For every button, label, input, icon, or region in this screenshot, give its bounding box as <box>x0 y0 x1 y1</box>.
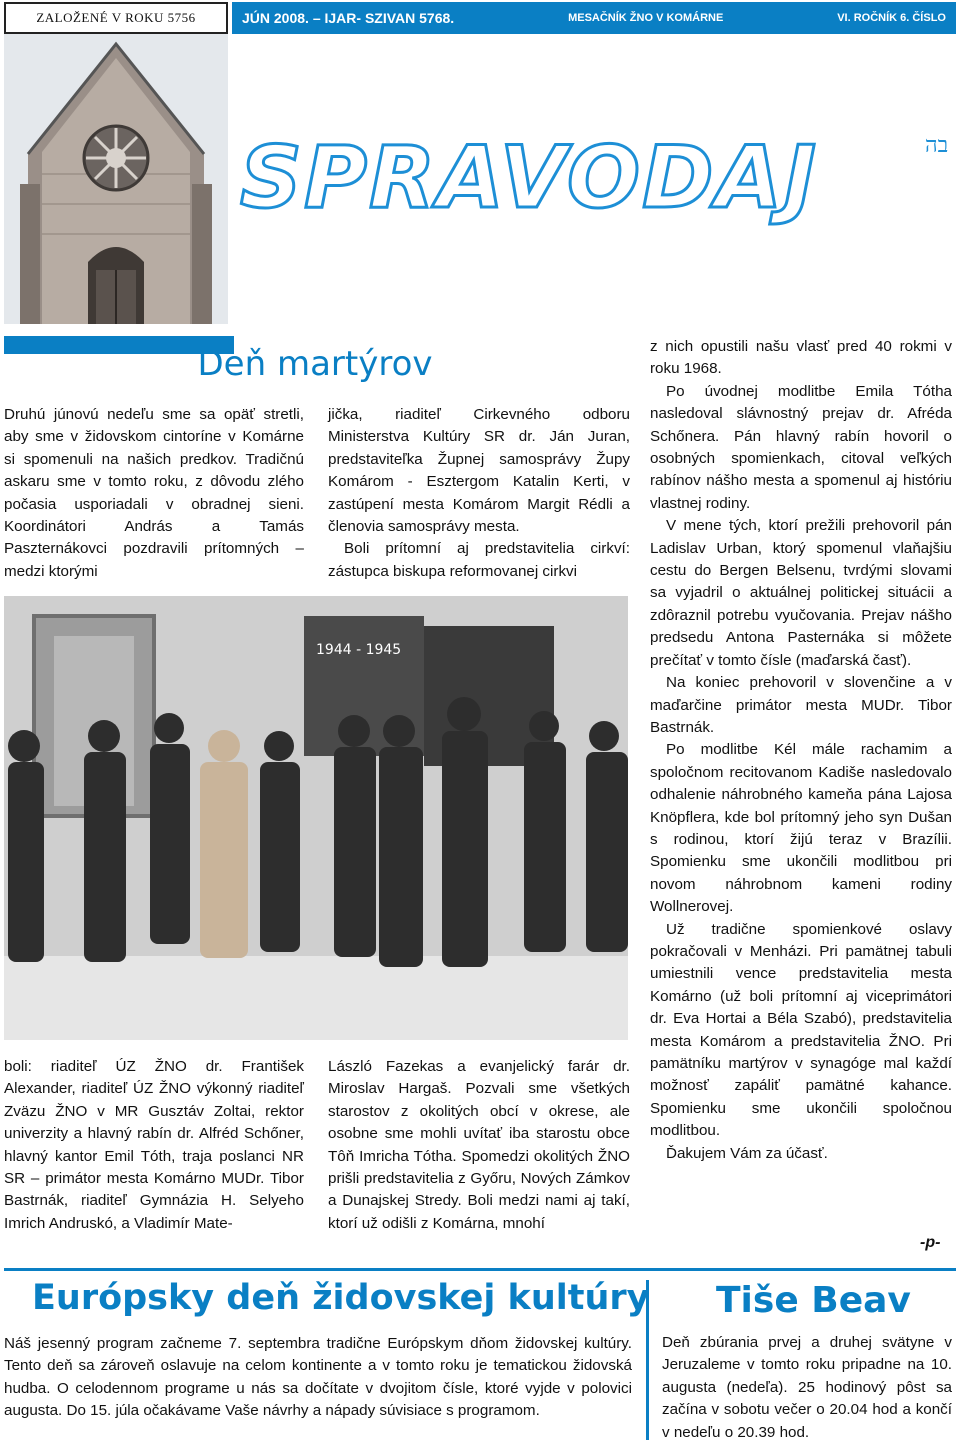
paragraph: z nich opustili našu vlasť pred 40 rokmi v roku 1968. <box>650 338 952 378</box>
ceremony-photo <box>4 596 628 1040</box>
paragraph: jička, riaditeľ Cirkevného odboru Ministerstva Kultúry SR dr. Ján Juran, predstaviteľka Župnej samosprávy Župy Komárom - Esztergom Katalin Kerti, v zastúpení mesta Komárom Margit Rédli a členovia samosprávy mesta. <box>328 406 630 536</box>
article-col2-bottom <box>328 1056 630 1235</box>
article-col3 <box>650 336 952 1165</box>
article-col1-bottom <box>4 1056 304 1235</box>
bottom-divider <box>4 1268 956 1271</box>
memorial-dates: 1944 - 1945 <box>316 642 402 658</box>
paragraph: Na koniec prehovoril v slovenčine a v maďarčine primátor mesta MUDr. Tibor Bastrnák. <box>650 674 952 736</box>
paragraph: Boli prítomní aj predstavitelia cirkví: zástupca biskupa reformovanej cirkvi <box>328 540 630 580</box>
tishe-beav-text: Deň zbúrania prvej a druhej svätyne v Jeruzaleme v tomto roku pripadne na 10. augusta (nedeľa). 25 hodinový pôst sa začína v sobotu večer o 20.04 hod a končí v nedeľu o 20.39 hod. <box>662 1334 952 1441</box>
article-col2-top <box>328 404 630 583</box>
masthead-title: SPRAVODAJ <box>240 128 819 228</box>
paragraph: László Fazekas a evanjelický farár dr. Miroslav Hargaš. Pozvali sme všetkých starostov z okolitých obcí v okrese, ale osobne sme mohli uvítať iba starostu obce Tôň Imricha Tótha. Spomedzi okolitých ŽNO prišli predstavitelia z Győru, Nových Zámkov a Dunajskej Stredy. Boli medzi nami aj takí, ktorí už odišli z Komárna, mnohí <box>328 1058 630 1232</box>
header-bar <box>232 2 956 34</box>
author-signature: -p- <box>920 1234 941 1251</box>
paragraph: Ďakujem Vám za účasť. <box>666 1144 828 1162</box>
monthly-label: MESAČNÍK ŽNO V KOMÁRNE <box>568 12 724 24</box>
paragraph: Už tradične spomienkové oslavy pokračovali v Menházi. Pri pamätnej tabuli umiestnili vence predstavitelia mesta Komárno (už boli prítomní aj viceprimátori dr. Eva Hortai a Béla Szabó), predstavitelia mesta Komárom a predstavitelia ŽNO. Pri pamätníku martýrov v synagóge mal každí možnosť zapáliť pamätné kahance. Spomienku sme ukončili spoločnou modlitbou. <box>650 920 952 1140</box>
founded-box <box>4 2 228 34</box>
paragraph: Po úvodnej modlitbe Emila Tótha nasledoval slávnostný prejav dr. Afréda Schőnera. Pán hlavný rabín hovoril o osobných spomienkach, citoval veľkých rabínov nášho mesta a spomenul aj históriu vlastnej rodiny. <box>650 382 952 512</box>
european-day-title: Európsky deň židovskej kultúry <box>32 1278 650 1318</box>
article-title: Deň martýrov <box>197 344 433 384</box>
issue-number: VI. ROČNÍK 6. ČÍSLO <box>837 12 946 24</box>
tishe-beav-title: Tiše Beav <box>716 1280 911 1321</box>
article-col1-top <box>4 404 304 583</box>
synagogue-photo <box>4 34 228 324</box>
founded-text: ZALOŽENÉ V ROKU 5756 <box>36 10 196 25</box>
paragraph: Druhú júnovú nedeľu sme sa opäť stretli, aby sme v židovskom cintoríne v Komárne si spomenuli na našich predkov. Tradičnú askaru sme v tomto roku, z dôvodu zlého počasia usporiadali v obradnej sieni. Koordinátori András a Tamás Paszternákovci pozdravili prítomných – medzi ktorými <box>4 406 304 580</box>
paragraph: V mene tých, ktorí prežili prehovoril pán Ladislav Urban, ktorý spomenul vlaňajšiu cestu do Bergen Belsenu, tvrdými slovami sa vyjadril o aktuálnej politickej situácii a zdôraznil potrebu vyučovania. Prejav nášho predsedu Antona Pasternáka si môžete prečítať v tomto čísle (maďarská časť). <box>650 517 952 669</box>
paragraph: boli: riaditeľ ÚZ ŽNO dr. František Alexander, riaditeľ ÚZ ŽNO výkonný riaditeľ Zväzu ŽNO v MR Gusztáv Zoltai, rektor univerzity a hlavný rabín dr. Alfréd Schőner, hlavný kantor Emil Tóth, traja poslanci NR SR – primátor mesta Komárno MUDr. Tibor Bastrnák, riaditeľ Gymnázia H. Selyeho Imrich Andruskó, a Vladimír Mate- <box>4 1058 304 1232</box>
european-day-text: Náš jesenný program začneme 7. septembra tradične Európskym dňom židovskej kultúry. Tento deň sa zároveň oslavuje na celom kontinente a v tomto roku je tematickou židovská hudba. O celodennom programe u nás sa dočítate v dvojitom čísle, ktoré vyjde v polovici augusta. Do 15. júla očakávame Vaše návrhy a nápady súvisiace s programom. <box>4 1335 632 1420</box>
paragraph: Po modlitbe Kél mále rachamim a spoločnom recitovanom Kadiše nasledovalo odhalenie náhrobného kameňa pána Lajosa Knöpflera, kde bol prítomný jeho syn Dušan s rodinou, ktorí žijú teraz v Brazílii. Spomienku sme ukončili modlitbou pri novom náhrobnom kameni rodiny Wollnerovej. <box>650 741 952 916</box>
issue-date: JÚN 2008. – IJAR- SZIVAN 5768. <box>242 10 455 26</box>
masthead-hebrew: בה <box>925 133 949 158</box>
